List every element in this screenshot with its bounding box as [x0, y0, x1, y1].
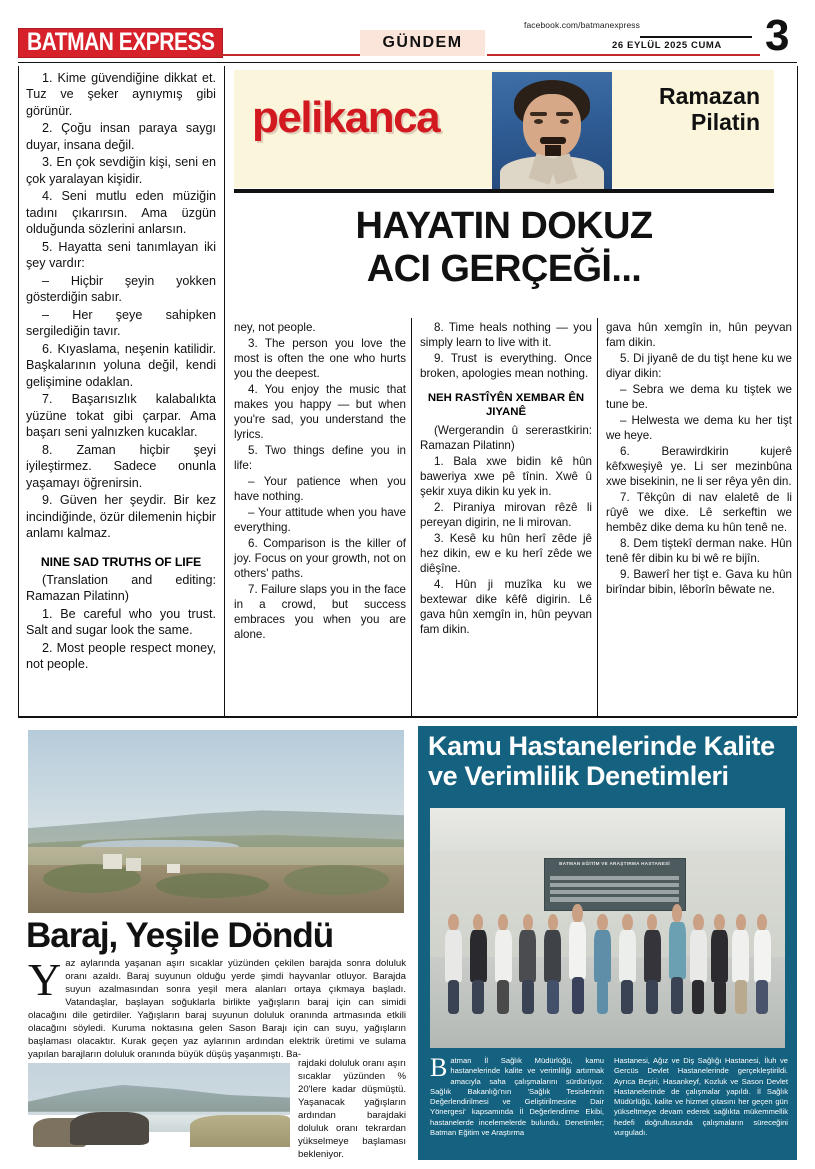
hospital-headline-line1: Kamu Hastanelerinde Kalite — [428, 731, 775, 761]
english-item: – Your attitude when you have everything. — [234, 506, 406, 534]
issue-date: 26 EYLÜL 2025 CUMA — [612, 40, 722, 51]
photo-person — [494, 914, 512, 1015]
portrait-moustache — [540, 137, 566, 144]
person-legs — [497, 980, 509, 1014]
person-body — [519, 930, 536, 982]
kurdish-item: – Helwesta we dema ku her tişt we heye. — [606, 414, 792, 442]
kurdish-credit: (Wergerandin û sererastkirin: Ramazan Pilatinn) — [420, 423, 592, 452]
english-item: 8. Time heals nothing — you simply learn to live with it. — [420, 321, 592, 349]
author-byline — [659, 84, 760, 136]
person-body — [569, 922, 586, 979]
author-last-name: Pilatin — [690, 108, 760, 135]
hospital-body-text1: atman İl Sağlık Müdürlüğü, kamu hastanelerinde kalite ve verimliliği artırmak amacıyla saha çalışmalarını sürdürüyor. Sağlık Bakanlığı'nın 'Sağlık Tesislerinin Değerlendirilmesi ve Geliştirilmesine Dair Yönergesi' kapsamında İl Değerlendirme Ekibi, hastanelerde incelemelerde bulundu. Denetimler; Batman Eğitim ve Araştırma — [430, 1056, 604, 1137]
person-body — [470, 930, 487, 982]
kurdish-item: 8. Dem tiştekî derman nake. Hûn tenê fêr dibin ku bi wê re bijîn. — [606, 537, 792, 565]
hospital-article — [418, 726, 797, 1160]
dam-photo-secondary — [28, 1063, 290, 1147]
column-headline — [234, 205, 774, 290]
person-head — [622, 914, 632, 931]
dam-body-text — [28, 954, 406, 1062]
kurdish-item: 6. Berawirdkirin kujerê kêfxweşiyê ye. Li ser mezinbûna xwe bisekinin, ne li ser rêya yên din. — [606, 445, 792, 488]
kurdish-item: 2. Piraniya mirovan rêzê li pereyan digirin, ne li mirovan. — [420, 500, 592, 529]
portrait-eye-left — [534, 119, 543, 124]
article-column-2 — [234, 320, 406, 712]
article-body-columns — [234, 320, 797, 715]
english-item: 6. Comparison is the killer of joy. Focus on your growth, not on others' paths. — [234, 537, 406, 580]
dam-body-lead: az aylarında yaşanan aşırı sıcaklar yüzünden çekilen barajda sonra doluluk oranı azaldı. Baraj suyunun olduğu yerde şimdi hayvanlar otluyor. Barajda suyun azalmasından sonra yeşil mera alanları ortaya çıkmaya başladı. Vatandaşlar, başlayan soğuklarla birlikte yağışların baraj için can simidi olacağını dile getirdiler. Yağışların baraj suyunun doluluk oranında artmasında etkili olacağını söyledi. Kuruma noktasına gelen Sason Barajı için can suyu, yağışların başlaması olacaktır. Kurak geçen yaz aylarının ardından elektrik üretimi ve sulama yapılan barajların doluluk oranında büyük düşüş yaşanmıştı. Ba- — [28, 958, 406, 1060]
person-legs — [646, 980, 658, 1014]
photo2-grass — [190, 1115, 290, 1147]
person-legs — [756, 980, 768, 1014]
kurdish-section-heading: NEH RASTÎYÊN XEMBAR ÊN JIYANÊ — [427, 392, 585, 418]
turkish-item: – Her şeye sahipken sergilediğin tavır. — [26, 307, 216, 339]
section-badge — [360, 30, 485, 56]
section-divider — [18, 716, 797, 718]
photo-person — [732, 914, 750, 1015]
hospital-body-col2: Hastanesi, Ağız ve Diş Sağlığı Hastanesi, İluh ve Gercüs Devlet Hastanelerinde gerçekleştirildi. Ayrıca Beşiri, Hasankeyf, Kozluk ve Sason Devlet Hastanelerinde de çalışmalar yapıldı. İl Sağlık Müdürlüğü, kalite ve hizmet çıtasını her geçen gün yükseltmeye devam ederek sağlıkta mükemmellik hedefi doğrultusunda çalışmaların süreceğini vurguladı. — [614, 1056, 788, 1137]
english-item: 1. Be careful who you trust. Salt and sugar look the same. — [26, 606, 216, 638]
masthead-rule-right — [487, 54, 760, 56]
newspaper-logo[interactable] — [18, 28, 223, 58]
photo-person — [710, 914, 728, 1015]
kurdish-item: 7. Têkçûn di nav elaletê de li rûyê we dixe. Lê serkeftin we hembêz dike dema ku hûn tenê ne. — [606, 491, 792, 534]
hospital-body-col1 — [430, 1053, 604, 1152]
person-body — [445, 930, 462, 982]
dam-dropcap: Y — [28, 954, 62, 1005]
person-legs — [572, 977, 584, 1015]
person-legs — [692, 980, 704, 1014]
banner-rule — [234, 189, 774, 193]
person-legs — [448, 980, 460, 1014]
person-body — [690, 930, 707, 982]
turkish-truths-column — [26, 70, 216, 715]
hospital-body — [430, 1053, 788, 1152]
turkish-item: 3. En çok sevdiğin kişi, seni en çok yaralayan kişidir. — [26, 155, 216, 186]
photo-person — [753, 914, 771, 1015]
masthead — [0, 0, 815, 62]
masthead-rule-left — [215, 54, 360, 56]
board-row — [550, 883, 679, 888]
kurdish-item: 4. Hûn ji muzîka ku we bextewar dike kêfê digirin. Lê gava hûn xemgîn in, hûn peyvan fam dikin. — [420, 577, 592, 636]
turkish-item: 9. Güven her şeydir. Bir kez incindiğinde, özür dilemenin hiçbir anlamı kalmaz. — [26, 493, 216, 541]
person-body — [732, 930, 749, 982]
hospital-sign-text: BATMAN EĞİTİM VE ARAŞTIRMA HASTANESİ — [559, 861, 671, 867]
photo-person — [469, 914, 487, 1015]
turkish-item: 5. Hayatta seni tanımlayan iki şey vardır: — [26, 239, 216, 271]
photo-building — [126, 858, 141, 871]
kurdish-item: 5. Di jiyanê de du tişt hene ku we diyar dikin: — [606, 352, 792, 380]
english-item: 4. You enjoy the music that makes you happy — but when you're sad, you understand the lyrics. — [234, 383, 406, 441]
kurdish-item: 1. Bala xwe bidin kê hûn baweriya xwe pê tînin. Xwê û şekir xuya dikin ku yek in. — [420, 454, 592, 498]
turkish-item: 1. Kime güvendiğine dikkat et. Tuz ve şeker aynıymış gibi görünür. — [26, 71, 216, 118]
hospital-dropcap: B — [430, 1053, 448, 1082]
article-column-4 — [606, 320, 792, 712]
english-item: 3. The person you love the most is often the one who hurts you the deepest. — [234, 337, 406, 380]
english-item: 9. Trust is everything. Once broken, apologies mean nothing. — [420, 352, 592, 380]
portrait-brow-left — [530, 112, 547, 116]
turkish-item: 6. Kıyaslama, neşenin katilidir. Başkalarının yoluna değil, kendi gelişimine odaklan. — [26, 341, 216, 389]
newspaper-logo-text: BATMAN EXPRESS — [27, 28, 215, 57]
person-legs — [472, 980, 484, 1014]
person-head — [498, 914, 508, 931]
photo-vegetation — [284, 865, 389, 894]
column-headline-line2: ACI GERÇEĞİ... — [366, 247, 642, 290]
facebook-link[interactable]: facebook.com/batmanexpress — [524, 20, 640, 30]
photo-person — [544, 914, 562, 1015]
person-head — [714, 914, 724, 931]
kurdish-item: – Sebra we dema ku tiştek we tune be. — [606, 383, 792, 411]
turkish-item: 2. Çoğu insan paraya saygı duyar, insana değil. — [26, 121, 216, 152]
english-item: 2. Most people respect money, not people. — [26, 640, 216, 671]
person-body — [495, 930, 512, 982]
hospital-directory-board — [544, 858, 686, 911]
hospital-photo — [430, 808, 785, 1048]
person-legs — [714, 980, 726, 1014]
column-headline-line1: HAYATIN DOKUZ — [355, 205, 653, 247]
board-row — [550, 890, 679, 895]
dam-photo-main — [28, 730, 404, 913]
photo-person — [643, 914, 661, 1015]
person-head — [647, 914, 657, 931]
person-head — [448, 914, 458, 931]
portrait-brow-right — [556, 112, 573, 116]
english-item: – Your patience when you have nothing. — [234, 475, 406, 503]
kurdish-item: 3. Kesê ku hûn herî zêde jê hez dikin, ew e ku herî zêde we diêşîne. — [420, 531, 592, 575]
person-head — [548, 914, 558, 931]
kurdish-item: 9. Bawerî her tişt e. Gava ku hûn birîndar bibin, lêborîn bêwate ne. — [606, 568, 792, 596]
person-head — [757, 914, 767, 931]
kurdish-item-cont: gava hûn xemgîn in, hûn peyvan fam dikin. — [606, 321, 792, 349]
turkish-item: 4. Seni mutlu eden müziğin tadını çıkarırsın. Ama üzgün olduğunda sözlerini anlarsın. — [26, 189, 216, 237]
person-legs — [547, 980, 559, 1014]
masthead-divider — [18, 62, 797, 63]
photo-ceiling — [430, 808, 785, 856]
board-row — [550, 897, 679, 902]
person-body — [544, 930, 561, 982]
hospital-headline — [428, 732, 790, 791]
photo-building — [167, 864, 180, 873]
column-rule-outer-left — [18, 66, 19, 716]
person-body — [754, 930, 771, 982]
person-head — [597, 914, 607, 931]
photo-person — [593, 914, 611, 1015]
author-portrait — [492, 72, 612, 190]
portrait-eye-right — [560, 119, 569, 124]
person-head — [523, 914, 533, 931]
person-head — [473, 914, 483, 931]
person-body — [619, 930, 636, 982]
column-rule-1 — [224, 66, 225, 716]
author-first-name: Ramazan — [659, 83, 760, 109]
person-head — [672, 904, 682, 923]
turkish-item: 7. Başarısızlık kalabalıkta yüzüne tokat gibi çarpar. Ama başarı seni yalnızken kucaklar. — [26, 392, 216, 440]
photo-building — [103, 854, 122, 869]
board-row — [550, 876, 679, 881]
dam-body-tail: rajdaki doluluk oranı aşırı sıcaklar yüzünden % 20'lere kadar düşmüştü. Yaşanacak yağışların ardından barajdaki doluluk oranı tekrardan yükselmeye başlaması bekleniyor. — [298, 1058, 406, 1160]
english-item: 7. Failure slaps you in the face in a crowd, but success embraces you when you are alone. — [234, 583, 406, 641]
date-rule — [640, 36, 752, 38]
person-head — [736, 914, 746, 931]
person-body — [669, 922, 686, 979]
photo-person — [668, 904, 686, 1014]
english-item: 5. Two things define you in life: — [234, 444, 406, 472]
dam-headline: Baraj, Yeşile Döndü — [26, 916, 334, 955]
english-credit: (Translation and editing: Ramazan Pilatinn) — [26, 572, 216, 604]
person-body — [711, 930, 728, 982]
turkish-item: – Hiçbir şeyin yokken gösterdiğin sabır. — [26, 273, 216, 305]
person-legs — [522, 980, 534, 1014]
photo-person — [444, 914, 462, 1015]
section-badge-label: GÜNDEM — [382, 34, 463, 51]
english-section-heading: NINE SAD TRUTHS OF LIFE — [40, 554, 202, 569]
hospital-headline-line2: ve Verimlilik Denetimleri — [428, 760, 729, 791]
person-legs — [671, 977, 683, 1015]
photo-person — [519, 914, 537, 1015]
photo-person — [618, 914, 636, 1015]
column-rule-outer-right — [797, 66, 798, 716]
column-banner — [234, 70, 774, 188]
turkish-item: 8. Zaman hiçbir şeyi iyileştirmez. Sadece onunla yaşamayı öğrenirsin. — [26, 442, 216, 490]
article-column-3 — [420, 320, 592, 712]
photo2-rock — [70, 1112, 149, 1146]
person-head — [572, 904, 582, 923]
person-head — [693, 914, 703, 931]
photo-person — [568, 904, 586, 1014]
photo-vegetation — [156, 873, 269, 899]
english-item-cont: ney, not people. — [234, 321, 316, 334]
page-number: 3 — [765, 11, 790, 60]
column-banner-title: pelikanca — [252, 93, 440, 142]
photo-person — [689, 914, 707, 1015]
person-legs — [621, 980, 633, 1014]
person-body — [594, 930, 611, 982]
person-body — [644, 930, 661, 982]
person-legs — [735, 980, 747, 1014]
person-legs — [597, 980, 609, 1014]
